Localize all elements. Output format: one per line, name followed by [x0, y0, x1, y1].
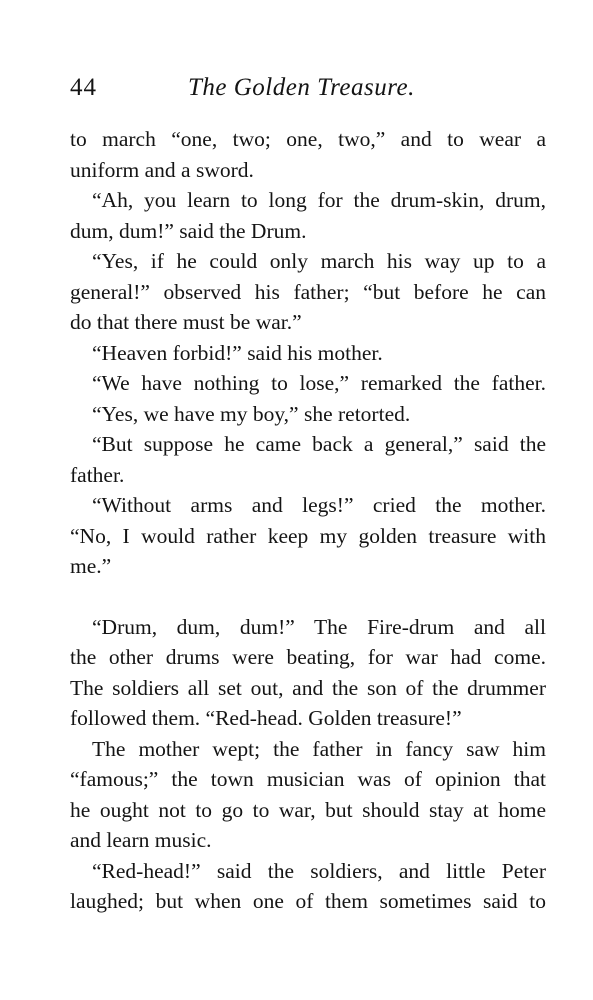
text-line: “Yes, we have my boy,” she retorted.: [92, 401, 411, 426]
text-line: general!” observed his father; “but before he can: [70, 279, 546, 304]
text-line: “Heaven forbid!” said his mother.: [92, 340, 383, 365]
text-line: and learn music.: [70, 828, 212, 852]
section-break: [70, 582, 546, 612]
running-title: The Golden Treasure.: [188, 74, 415, 101]
text-line: dum, dum!” said the Drum.: [70, 218, 307, 243]
text-line: me.”: [70, 554, 112, 578]
text-line: “Red-head!” said the soldiers, and little Peter: [92, 858, 546, 883]
body-text: [70, 124, 546, 917]
text-line: “Without arms and legs!” cried the mother.: [92, 493, 546, 517]
text-line: The mother wept; the father in fancy saw him: [92, 736, 546, 761]
text-line: “Yes, if he could only march his way up to a: [92, 249, 546, 273]
text-line: laughed; but when one of them sometimes said to: [70, 889, 546, 913]
text-line: do that there must be war.”: [70, 310, 302, 334]
page-header: [70, 74, 550, 108]
text-line: “We have nothing to lose,” remarked the father.: [92, 371, 546, 395]
text-line: the other drums were beating, for war had come.: [70, 645, 546, 669]
text-line: “Ah, you learn to long for the drum-skin, drum,: [92, 188, 546, 212]
text-line: “No, I would rather keep my golden treasure with: [70, 523, 546, 548]
text-line: “But suppose he came back a general,” said the: [92, 432, 546, 456]
page-number: 44: [70, 74, 97, 101]
text-line: father.: [70, 462, 125, 487]
text-line: uniform and a sword.: [70, 157, 254, 182]
text-line: to march “one, two; one, two,” and to wear a: [70, 127, 546, 151]
text-line: he ought not to go to war, but should stay at home: [70, 797, 546, 822]
text-line: The soldiers all set out, and the son of the drummer: [70, 675, 546, 700]
text-line: “Drum, dum, dum!” The Fire-drum and all: [92, 614, 546, 639]
text-line: followed them. “Red-head. Golden treasure!”: [70, 706, 462, 730]
text-line: “famous;” the town musician was of opinion that: [70, 767, 546, 791]
